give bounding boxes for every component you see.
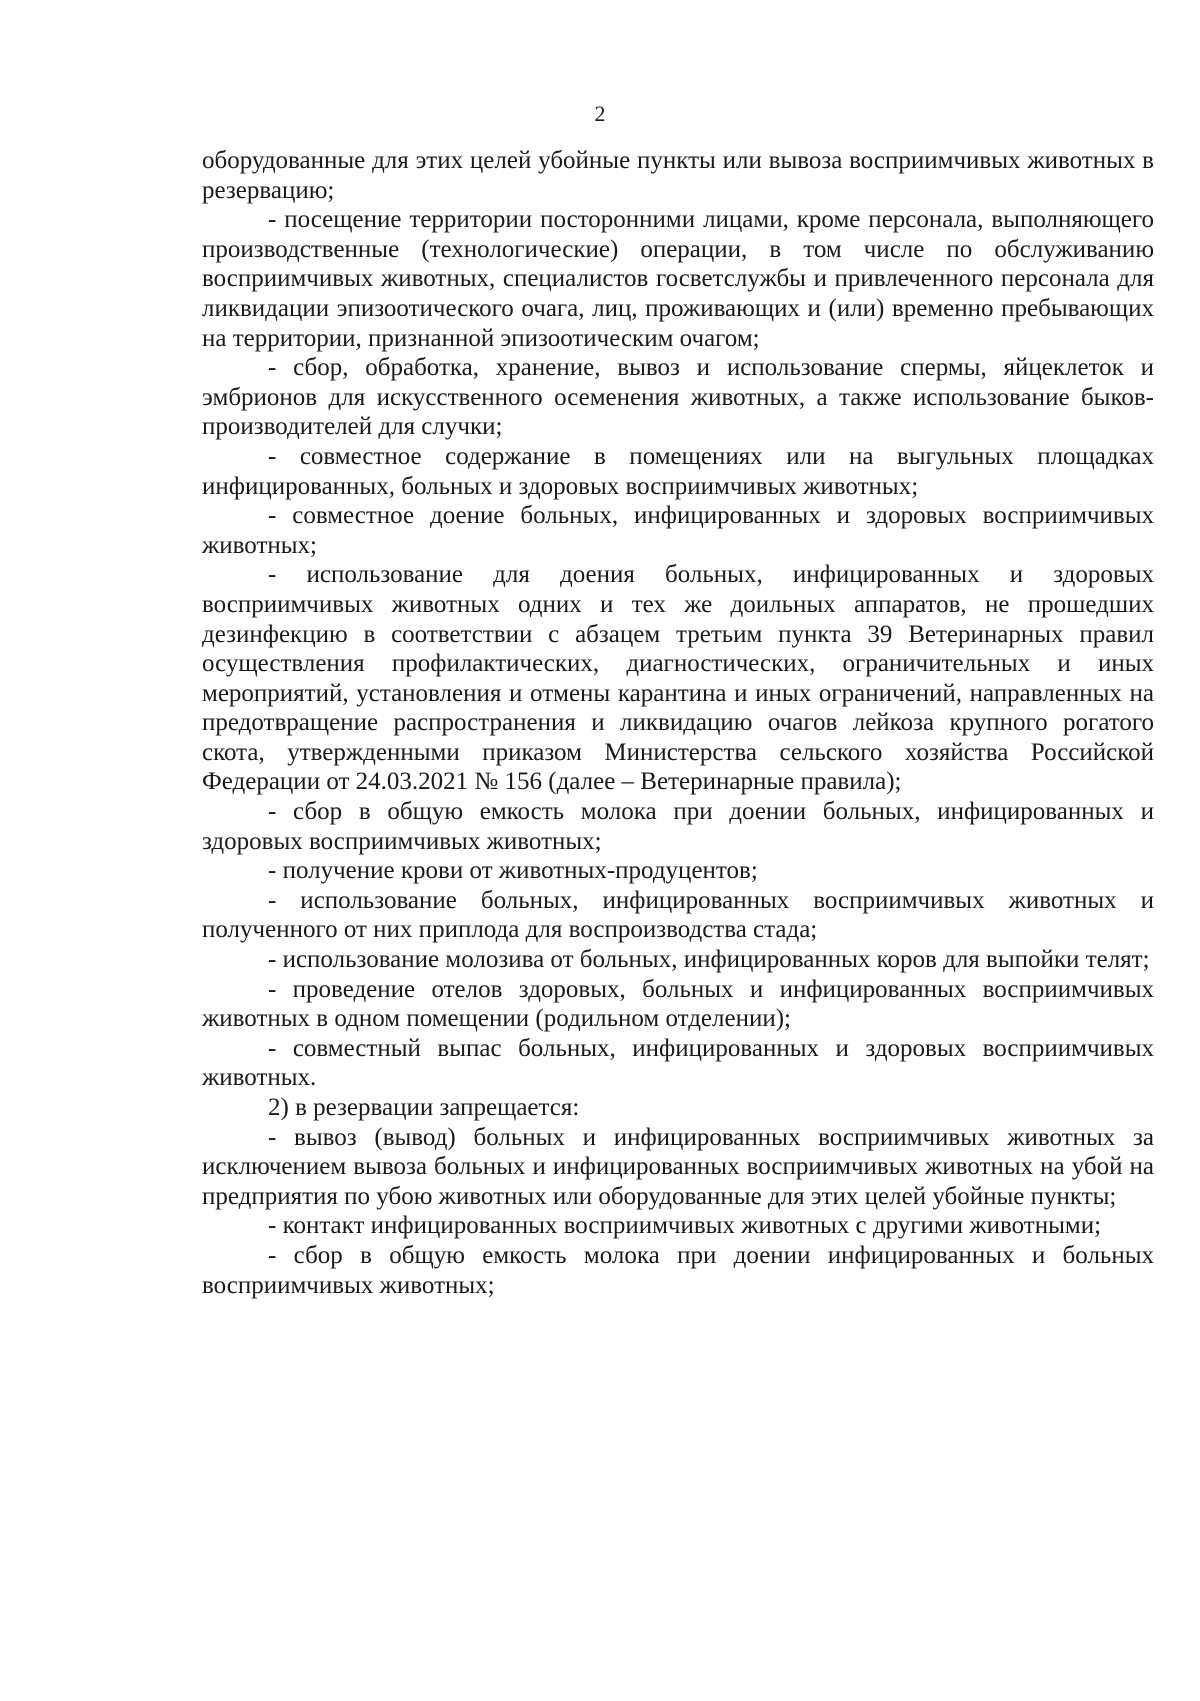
page-number: 2 [594,101,606,126]
paragraph: - использование для доения больных, инфицированных и здоровых восприимчивых животных одних и тех же доильных аппаратов, не прошедших дезинфекцию в соответствии с абзацем третьим пункта 39 Ветеринарных правил осуществления профилактических, диагностических, ограничительных и иных мероприятий, установления и отмены карантина и иных ограничений, направленных на предотвращение распространения и ликвидацию очагов лейкоза крупного рогатого скота, утвержденными приказом Министерства сельского хозяйства Российской Федерации от 24.03.2021 № 156 (далее – Ветеринарные правила); [202,561,1154,796]
paragraph: - совместный выпас больных, инфицированных и здоровых восприимчивых животных. [202,1034,1154,1092]
paragraph: - использование молозива от больных, инфицированных коров для выпойки телят; [268,946,1150,974]
paragraph: - вывоз (вывод) больных и инфицированных восприимчивых животных за исключением вывоза больных и инфицированных восприимчивых животных на убой на предприятия по убою животных или оборудованные для этих целей убойные пункты; [202,1123,1154,1210]
paragraph: - сбор в общую емкость молока при доении инфицированных и больных восприимчивых животных; [202,1241,1154,1299]
paragraph: - сбор, обработка, хранение, вывоз и использование спермы, яйцеклеток и эмбрионов для искусственного осеменения животных, а также использование быков-производителей для случки; [202,354,1154,441]
paragraph-continuation: оборудованные для этих целей убойные пункты или вывоза восприимчивых животных в резервацию; [202,147,1154,204]
paragraph: - сбор в общую емкость молока при доении больных, инфицированных и здоровых восприимчивых животных; [202,798,1154,855]
section-heading: 2) в резервации запрещается: [268,1094,580,1121]
paragraph: - посещение территории посторонними лицами, кроме персонала, выполняющего производственные (технологические) операции, в том числе по обслуживанию восприимчивых животных, специалистов госветслужбы и привлеченного персонала для ликвидации эпизоотического очага, лиц, проживающих и (или) временно пребывающих на территории, признанной эпизоотическим очагом; [202,206,1154,352]
document-body [202,146,1154,1300]
paragraph: - получение крови от животных-продуцентов; [268,857,758,885]
paragraph: - совместное доение больных, инфицированных и здоровых восприимчивых животных; [202,502,1154,559]
paragraph: - проведение отелов здоровых, больных и инфицированных восприимчивых животных в одном помещении (родильном отделении); [202,975,1154,1033]
paragraph: - контакт инфицированных восприимчивых животных с другими животными; [268,1212,1102,1240]
paragraph: - использование больных, инфицированных восприимчивых животных и полученного от них приплода для воспроизводства стада; [202,886,1154,944]
paragraph: - совместное содержание в помещениях или на выгульных площадках инфицированных, больных и здоровых восприимчивых животных; [202,442,1154,500]
